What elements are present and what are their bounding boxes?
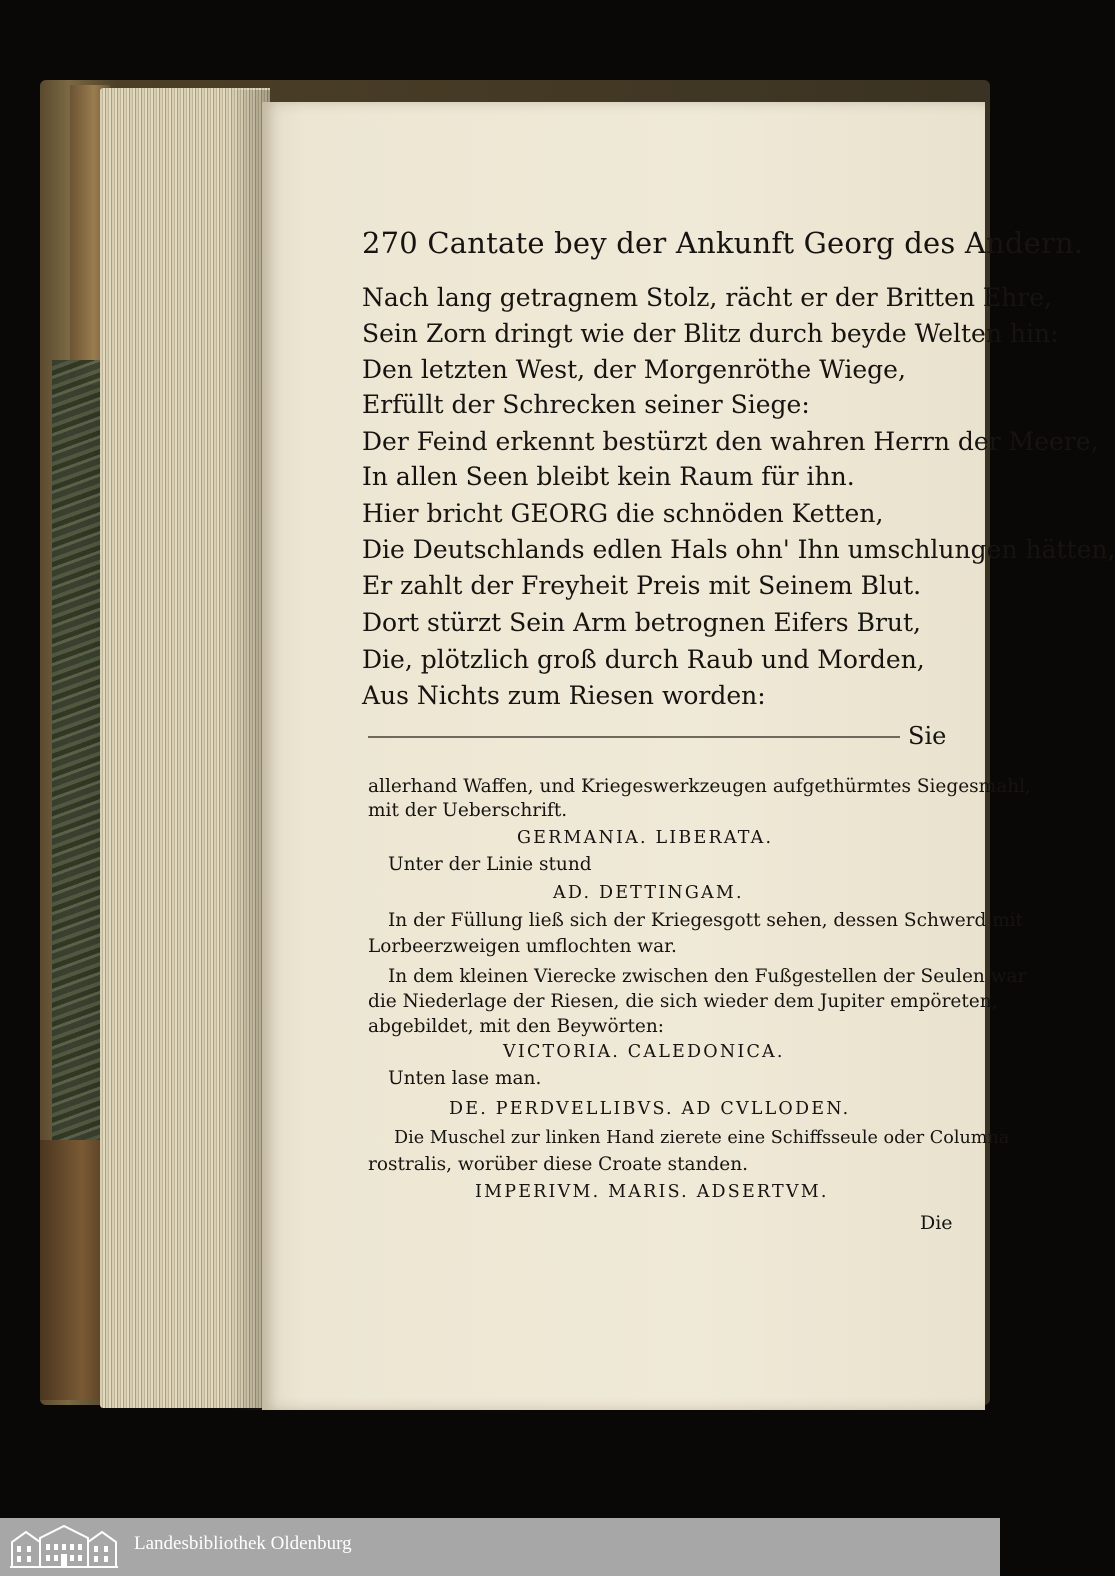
note-line: Unter der Linie stund bbox=[388, 854, 592, 875]
verse-line: Dort stürzt Sein Arm betrognen Eifers Brut, bbox=[362, 608, 921, 637]
inscription-line: IMPERIVM. MARIS. ADSERTVM. bbox=[475, 1182, 829, 1202]
verse-line: Hier bricht GEORG die schnöden Ketten, bbox=[362, 499, 884, 528]
note-line: In der Füllung ließ sich der Kriegesgott sehen, dessen Schwerd mit bbox=[388, 910, 1024, 931]
inscription-line: GERMANIA. LIBERATA. bbox=[517, 828, 774, 848]
verse-line: Erfüllt der Schrecken seiner Siege: bbox=[362, 390, 810, 419]
verse-line: In allen Seen bleibt kein Raum für ihn. bbox=[362, 462, 855, 491]
verse-line: Der Feind erkennt bestürzt den wahren Herrn der Meere, bbox=[362, 427, 1099, 456]
note-line: rostralis, worüber diese Croate standen. bbox=[368, 1154, 749, 1175]
verse-line: Aus Nichts zum Riesen worden: bbox=[362, 681, 766, 710]
verse-line: Den letzten West, der Morgenröthe Wiege, bbox=[362, 355, 906, 384]
catchword-top: Sie bbox=[908, 722, 947, 750]
inscription-line: DE. PERDVELLIBVS. AD CVLLODEN. bbox=[449, 1099, 851, 1119]
library-building-icon[interactable] bbox=[8, 1524, 120, 1570]
note-line: die Niederlage der Riesen, die sich wieder dem Jupiter empöreten, bbox=[368, 991, 998, 1012]
divider-rule bbox=[368, 736, 900, 738]
note-line: In dem kleinen Vierecke zwischen den Fußgestellen der Seulen war bbox=[388, 966, 1027, 987]
footer-bar bbox=[0, 1518, 1000, 1576]
note-line: allerhand Waffen, und Kriegeswerkzeugen aufgethürmtes Siegesmahl, bbox=[368, 776, 1031, 797]
note-line: mit der Ueberschrift. bbox=[368, 800, 568, 821]
note-line: Lorbeerzweigen umflochten war. bbox=[368, 936, 677, 957]
verse-line: Nach lang getragnem Stolz, rächt er der Britten Ehre, bbox=[362, 283, 1052, 312]
note-line: abgebildet, mit den Beywörten: bbox=[368, 1016, 665, 1037]
verse-line: Er zahlt der Freyheit Preis mit Seinem Blut. bbox=[362, 571, 922, 600]
marbled-board bbox=[52, 360, 102, 1140]
note-line: Die Muschel zur linken Hand zierete eine Schiffsseule oder Columna bbox=[394, 1128, 1010, 1148]
page-header: 270 Cantate bey der Ankunft Georg des Andern. bbox=[362, 226, 1084, 260]
catchword-bottom: Die bbox=[920, 1212, 953, 1234]
library-name: Landesbibliothek Oldenburg bbox=[134, 1533, 352, 1554]
verse-line: Sein Zorn dringt wie der Blitz durch beyde Welten hin: bbox=[362, 319, 1059, 348]
verse-line: Die, plötzlich groß durch Raub und Morden, bbox=[362, 645, 925, 674]
note-line: Unten lase man. bbox=[388, 1068, 542, 1089]
verse-line: Die Deutschlands edlen Hals ohn' Ihn umschlungen hätten, bbox=[362, 535, 1115, 564]
inscription-line: VICTORIA. CALEDONICA. bbox=[503, 1042, 785, 1062]
inscription-line: AD. DETTINGAM. bbox=[553, 883, 744, 903]
